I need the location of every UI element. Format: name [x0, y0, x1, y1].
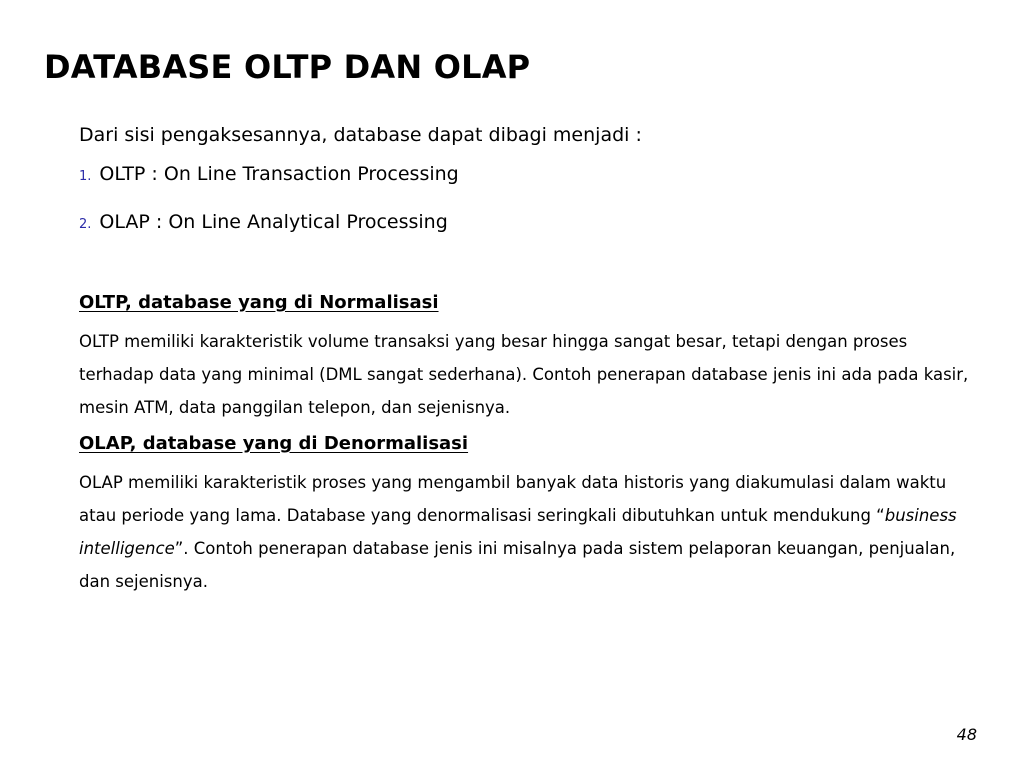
list-item-text: OLAP : On Line Analytical Processing [99, 211, 448, 233]
business-intelligence-term: business intelligence [79, 506, 957, 558]
list-item-oltp [79, 157, 969, 194]
olap-description-end: ”. Contoh penerapan database jenis ini misalnya pada sistem pelaporan keuangan, penjualan, dan sejenisnya. [79, 539, 956, 591]
olap-description-start: OLAP memiliki karakteristik proses yang mengambil banyak data historis yang diakumulasi dalam waktu atau periode yang lama. Database yang denormalisasi seringkali dibutuhkan untuk mendukung “ [79, 473, 947, 525]
oltp-heading: OLTP, database yang di Normalisasi [79, 292, 439, 313]
list-number: 1. [79, 169, 92, 184]
olap-description [79, 466, 969, 598]
list-item-text: OLTP : On Line Transaction Processing [99, 163, 459, 185]
slide-title: DATABASE OLTP DAN OLAP [44, 48, 531, 86]
list-number: 2. [79, 217, 92, 232]
page-number: 48 [956, 725, 977, 744]
access-type-list [79, 157, 969, 242]
oltp-description: OLTP memiliki karakteristik volume transaksi yang besar hingga sangat besar, tetapi dengan proses terhadap data yang minimal (DML sangat sederhana). Contoh penerapan database jenis ini ada pada kasir, mesin ATM, data panggilan telepon, dan sejenisnya. [79, 332, 969, 417]
intro-text: Dari sisi pengaksesannya, database dapat dibagi menjadi : [79, 124, 642, 146]
slide-content [79, 118, 969, 598]
olap-heading: OLAP, database yang di Denormalisasi [79, 433, 469, 454]
list-item-olap [79, 205, 969, 242]
